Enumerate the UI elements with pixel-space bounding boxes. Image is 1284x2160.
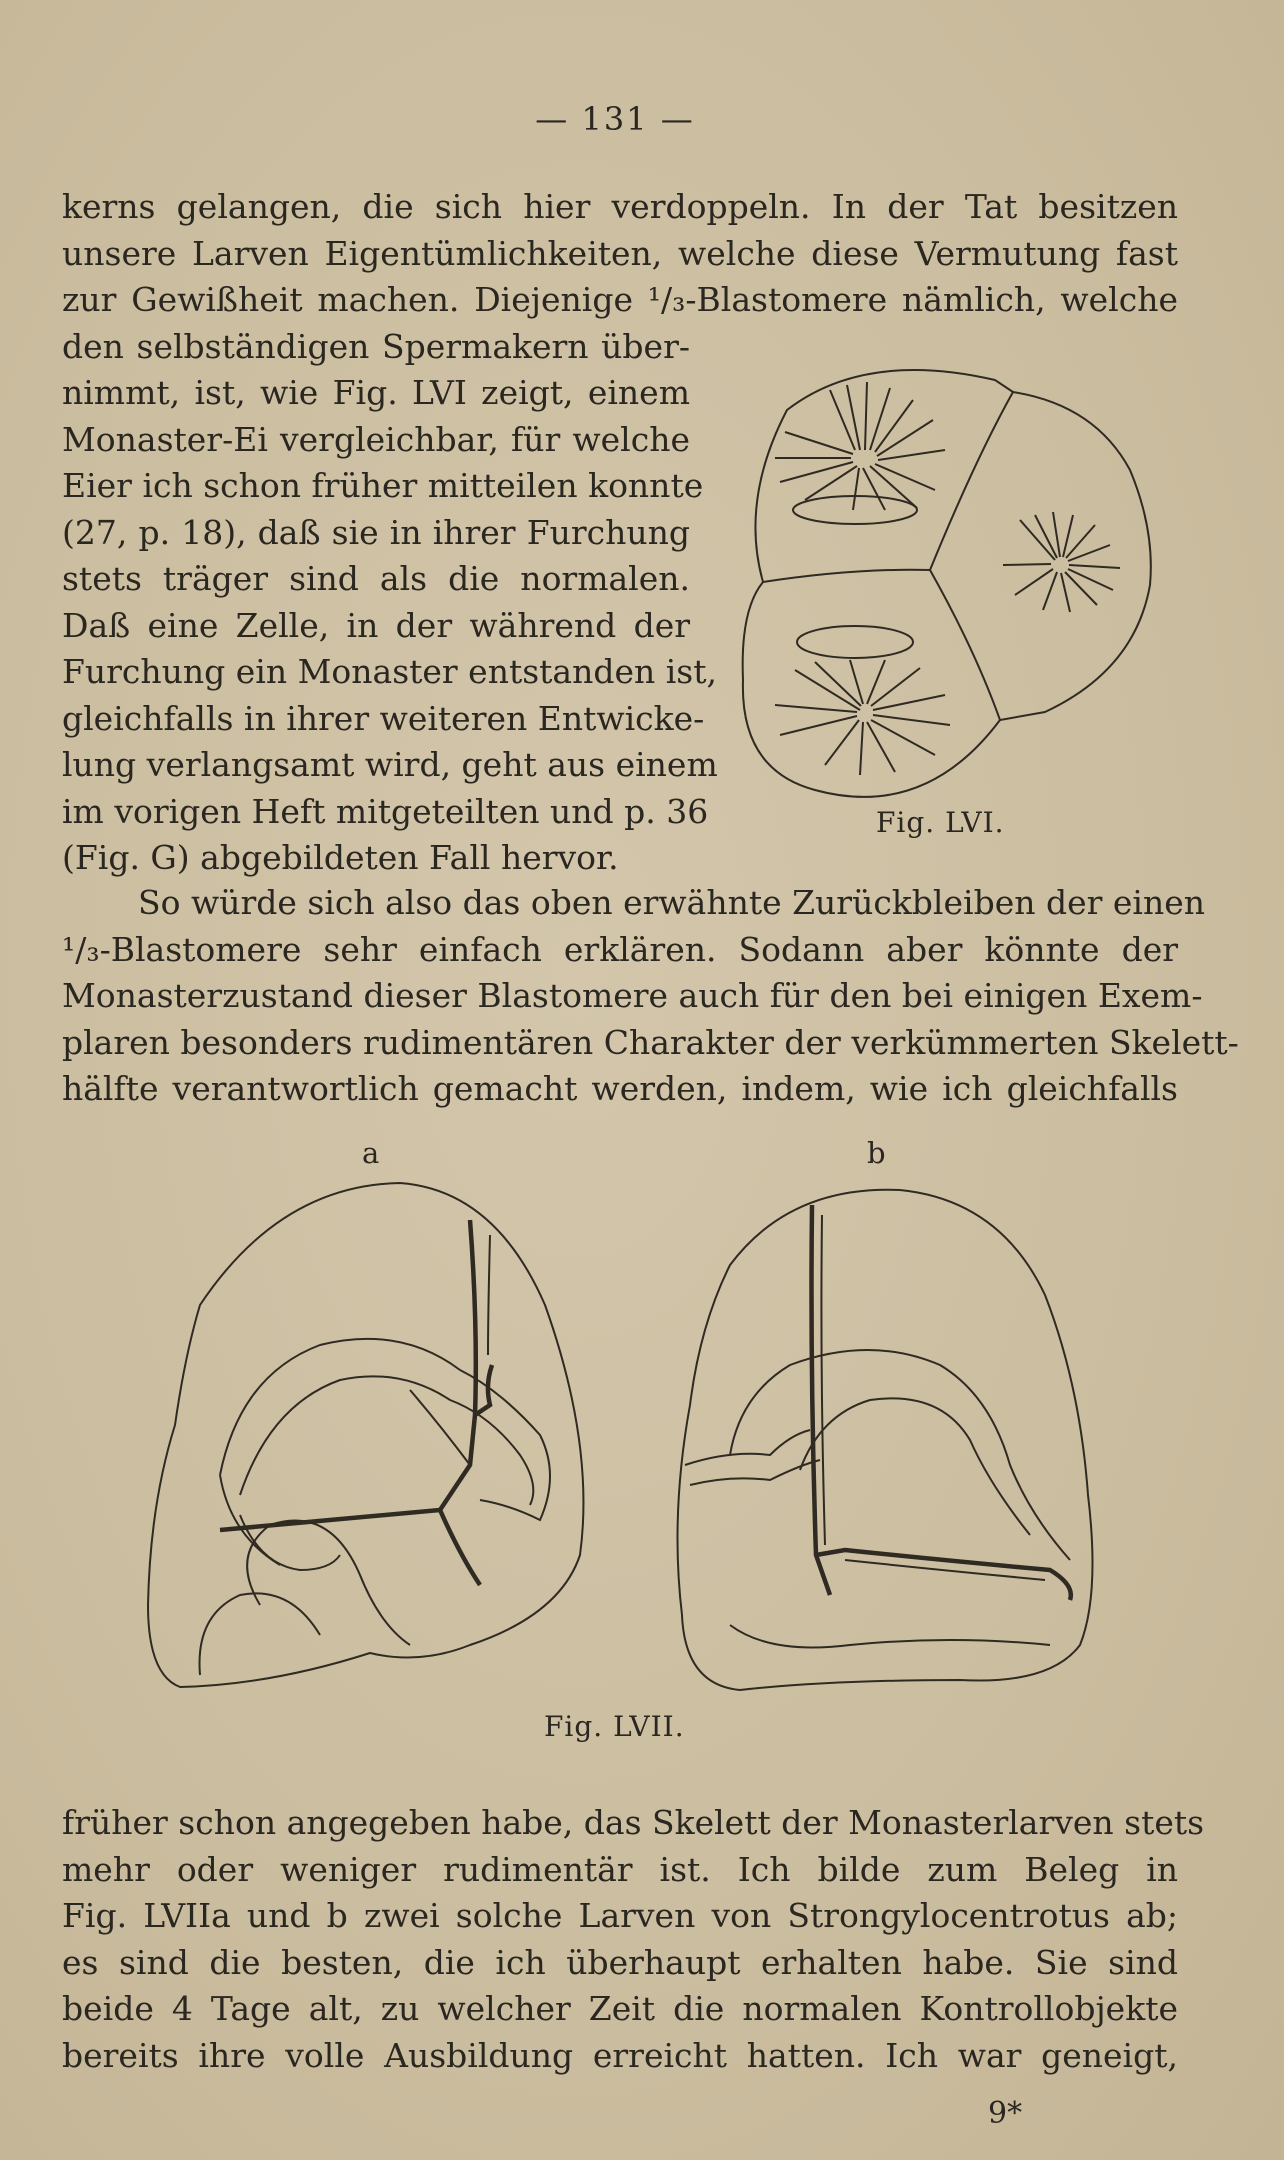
text-line: hälfte verantwortlich gemacht werden, indem, wie ich gleichfalls [62, 1069, 1178, 1108]
paragraph-1-top [62, 184, 1178, 324]
figure-56-aster-right [1003, 512, 1120, 612]
figure-57a-label: a [362, 1136, 380, 1170]
figure-57a-outline [148, 1183, 583, 1687]
figure-57b-inner-contour [690, 1460, 820, 1485]
text-line: ¹/₃-Blastomere sehr einfach erklären. Sodann aber könnte der [62, 929, 1178, 969]
text-line: plaren besonders rudimentären Charakter der verkümmerten Skelett- [62, 1022, 1239, 1062]
figure-57a-inner-contour [240, 1376, 450, 1495]
figure-57b-outline [678, 1190, 1093, 1690]
figure-56-illustration [735, 350, 1175, 810]
figure-57a-inner-contour [200, 1593, 321, 1675]
figure-57a-skeleton [410, 1390, 470, 1465]
signature-mark: 9* [988, 2096, 1023, 2131]
text-line: Daß eine Zelle, in der während der [62, 605, 690, 645]
figure-56-aster-bottom [775, 660, 950, 775]
figure-57b-larva [670, 1175, 1100, 1705]
text-line: Eier ich schon früher mitteilen konnte [62, 466, 704, 505]
figure-57a-inner-contour [247, 1521, 410, 1645]
figure-56-cell-wall [930, 570, 1000, 720]
text-line: bereits ihre volle Ausbildung erreicht hatten. Ich war geneigt, [62, 2035, 1178, 2075]
figure-56-cell-wall [930, 392, 1013, 570]
text-line: beide 4 Tage alt, zu welcher Zeit die normalen Kontrollobjekte [62, 1989, 1178, 2028]
figure-57a-larva [140, 1175, 600, 1705]
text-line: (27, p. 18), daß sie in ihrer Furchung [62, 512, 690, 552]
figure-56-nucleus-bottom [797, 626, 913, 658]
figure-57b-inner-contour [730, 1625, 1050, 1648]
text-line: (Fig. G) abgebildeten Fall hervor. [62, 838, 619, 877]
text-line: mehr oder weniger rudimentär ist. Ich bilde zum Beleg in [62, 1849, 1178, 1889]
figure-56-caption: Fig. LVI. [876, 806, 1005, 839]
figure-57a-skeleton [488, 1235, 490, 1355]
text-line: kerns gelangen, die sich hier verdoppeln. In der Tat besitzen [62, 187, 1178, 226]
figure-57b-skeleton [821, 1215, 825, 1545]
figure-56-outline [743, 370, 1151, 797]
text-line: Fig. LVIIa und b zwei solche Larven von Strongylocentrotus ab; [62, 1896, 1178, 1935]
figure-57b-label: b [867, 1136, 886, 1170]
figure-57b-skeleton [845, 1560, 1045, 1580]
text-line: zur Gewißheit machen. Diejenige ¹/₃-Blastomere nämlich, welche [62, 280, 1178, 319]
text-line: Furchung ein Monaster entstanden ist, [62, 652, 717, 691]
text-line: im vorigen Heft mitgeteilten und p. 36 [62, 791, 709, 831]
text-line: es sind die besten, die ich überhaupt erhalten habe. Sie sind [62, 1942, 1178, 1982]
text-line: gleichfalls in ihrer weiteren Entwicke- [62, 698, 705, 738]
figure-57b-inner-contour [685, 1430, 810, 1465]
figure-57b-inner-contour [800, 1398, 1030, 1535]
text-line: stets träger sind als die normalen. [62, 559, 690, 598]
text-line: früher schon angegeben habe, das Skelett der Monasterlarven stets [62, 1803, 1205, 1842]
text-line: Monaster-Ei vergleichbar, für welche [62, 419, 690, 459]
page-number: — 131 — [535, 100, 695, 138]
text-line: So würde sich also das oben erwähnte Zurückbleiben der einen [138, 883, 1206, 922]
text-line: nimmt, ist, wie Fig. LVI zeigt, einem [62, 373, 690, 412]
figure-57b-inner-contour [730, 1350, 1070, 1560]
figure-57a-skeleton [440, 1510, 480, 1585]
figure-57b-skeleton [816, 1550, 1071, 1600]
figure-57-caption: Fig. LVII. [544, 1710, 685, 1743]
text-line: Monasterzustand dieser Blastomere auch für den bei einigen Exem- [62, 976, 1203, 1015]
paragraph-1-wrapped [62, 324, 718, 882]
paragraph-3 [62, 1800, 1205, 2079]
figure-56-cell-wall [763, 570, 930, 582]
text-line: den selbständigen Spermakern über- [62, 326, 690, 366]
text-line: lung verlangsamt wird, geht aus einem [62, 745, 718, 784]
figure-57a-skeleton [220, 1220, 476, 1530]
text-line: unsere Larven Eigentümlichkeiten, welche diese Vermutung fast [62, 233, 1178, 273]
paragraph-2 [62, 880, 1239, 1113]
